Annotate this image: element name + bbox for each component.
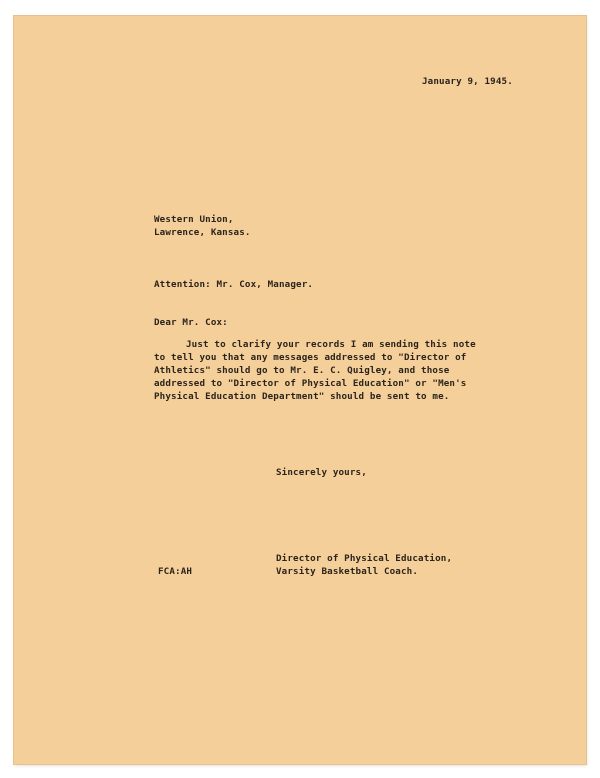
salutation: Dear Mr. Cox: [154, 317, 228, 328]
body-line: addressed to "Director of Physical Education" or "Men's [154, 378, 467, 389]
letter-page [14, 16, 586, 764]
reference-initials: FCA:AH [158, 566, 193, 577]
signature-subtitle: Varsity Basketball Coach. [276, 566, 419, 577]
body-line: Just to clarify your records I am sending this note [186, 339, 476, 350]
attention-line: Attention: Mr. Cox, Manager. [154, 279, 314, 290]
recipient-name: Western Union, [154, 214, 234, 225]
body-line: to tell you that any messages addressed to "Director of [154, 352, 467, 363]
signature-title: Director of Physical Education, [276, 553, 453, 564]
letter-date: January 9, 1945. [422, 76, 513, 87]
closing: Sincerely yours, [276, 467, 367, 478]
recipient-location: Lawrence, Kansas. [154, 227, 251, 238]
body-line: Physical Education Department" should be sent to me. [154, 391, 450, 402]
body-line: Athletics" should go to Mr. E. C. Quigley, and those [154, 365, 450, 376]
